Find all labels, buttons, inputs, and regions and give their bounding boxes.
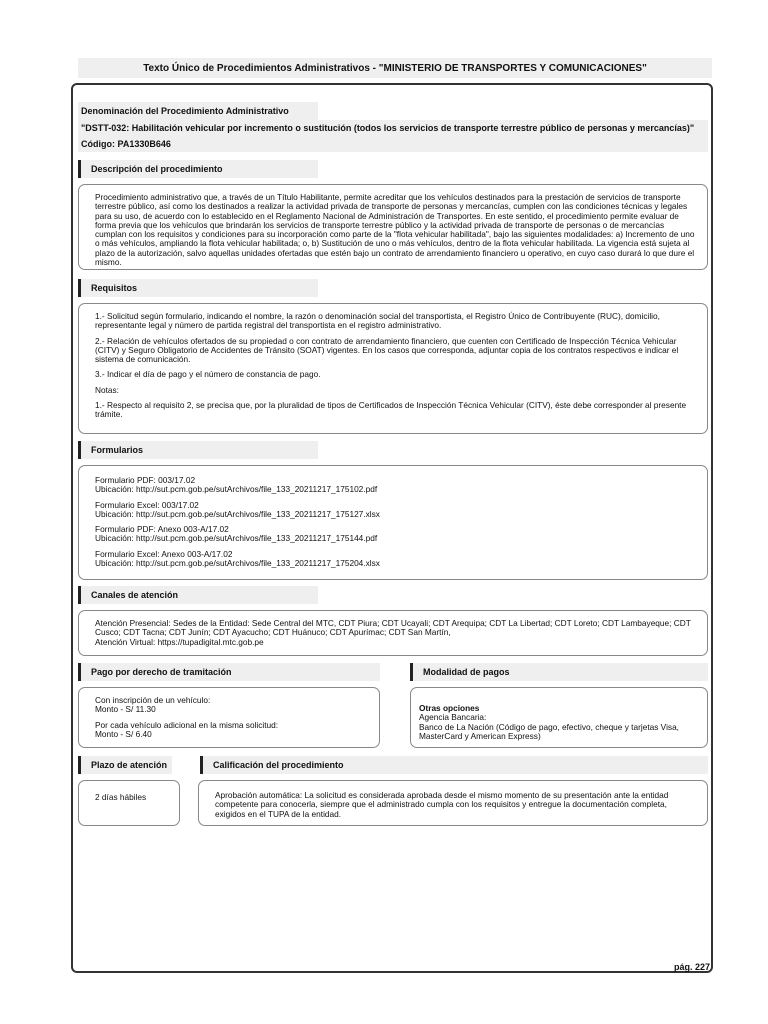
requisito-item: 3.- Indicar el día de pago y el número de constancia de pago. [95, 369, 321, 380]
formulario-link[interactable]: Ubicación: http://sut.pcm.gob.pe/sutArchivos/file_133_20211217_175144.pdf [95, 533, 378, 544]
formulario-link[interactable]: Ubicación: http://sut.pcm.gob.pe/sutArchivos/file_133_20211217_175102.pdf [95, 484, 378, 495]
formulario-link[interactable]: Ubicación: http://sut.pcm.gob.pe/sutArchivos/file_133_20211217_175127.xlsx [95, 508, 380, 519]
procedure-denomination-label: Denominación del Procedimiento Administrativo [78, 102, 318, 120]
pago-line: Con inscripción de un vehículo: [95, 695, 211, 705]
document-header-title: Texto Único de Procedimientos Administrativos - "MINISTERIO DE TRANSPORTES Y COMUNICACIONES" [78, 58, 712, 78]
section-heading-descripcion: Descripción del procedimiento [78, 160, 318, 178]
formularios-box [78, 465, 708, 580]
notas-label: Notas: [95, 384, 119, 395]
pago-monto: Monto - S/ 6.40 [95, 728, 152, 739]
formulario-name: Formulario Excel: 003/17.02 [95, 499, 199, 510]
plazo-box [78, 780, 180, 826]
section-heading-calificacion: Calificación del procedimiento [200, 756, 708, 774]
plazo-value: 2 días hábiles [95, 792, 147, 802]
descripcion-box [78, 184, 708, 270]
section-heading-requisitos: Requisitos [78, 279, 318, 297]
modalidad-box [410, 687, 708, 748]
calificacion-text: Aprobación automática: La solicitud es considerada aprobada desde el mismo momento de su presentación ante la entidad competente para conocerla, siempre que el administrado cumpla con los requisitos y entregue la documentación completa, exigidos en el TUPA de la entidad. [215, 790, 669, 819]
nota-item: 1.- Respecto al requisito 2, se precisa que, por la pluralidad de tipos de Certificados de Inspección Técnica Vehicular (CITV), éste debe corresponder al presente trámite. [95, 400, 687, 420]
formulario-item [95, 550, 695, 569]
modalidad-subtitle: Otras opciones [419, 703, 480, 713]
section-heading-formularios: Formularios [78, 441, 318, 459]
formulario-item [95, 476, 695, 495]
section-heading-modalidad: Modalidad de pagos [410, 663, 708, 681]
formulario-item [95, 525, 695, 544]
pago-line: Por cada vehículo adicional en la misma solicitud: [95, 719, 279, 730]
requisito-item: 1.- Solicitud según formulario, indicando el nombre, la razón o denominación social del transportista, el Registro Único de Contribuyente (RUC), domicilio, representante legal y número de partida registral del transportista en el registro administrativo. [95, 311, 660, 331]
page-number: pág. 227 [673, 962, 710, 972]
formulario-item [95, 501, 695, 520]
calificacion-box [198, 780, 708, 826]
formulario-name: Formulario PDF: Anexo 003-A/17.02 [95, 524, 229, 535]
canales-presencial: Atención Presencial: Sedes de la Entidad: Sede Central del MTC, CDT Piura; CDT Ucayali; CDT Arequipa; CDT La Libertad; CDT Loreto; CDT Lambayeque; CDT Cusco; CDT Tacna; CDT Junín; CDT Ayacucho; CDT Huánuco; CDT Apurímac; CDT San Martín, [95, 618, 691, 638]
section-heading-canales: Canales de atención [78, 586, 318, 604]
formulario-name: Formulario PDF: 003/17.02 [95, 475, 196, 485]
requisito-item: 2.- Relación de vehículos ofertados de su propiedad o con contrato de arrendamiento financiero, que cuenten con Certificado de Inspección Técnica Vehicular (CITV) y Seguro Obligatorio de Accidentes de Tránsito (SOAT) vigentes. En los casos que corresponda, adjuntar copia de los contratos respectivos e indicar el sistema de comunicación. [95, 335, 679, 365]
section-heading-pago: Pago por derecho de tramitación [78, 663, 380, 681]
requisitos-box [78, 303, 708, 434]
procedure-code: Código: PA1330B646 [78, 136, 708, 152]
modalidad-line: Agencia Bancaria: [419, 712, 487, 723]
formulario-name: Formulario Excel: Anexo 003-A/17.02 [95, 548, 233, 559]
procedure-title: "DSTT-032: Habilitación vehicular por incremento o sustitución (todos los servicios de transporte terrestre público de personas y mercancías)" [78, 120, 708, 136]
modalidad-line: Banco de La Nación (Código de pago, efectivo, cheque y tarjetas Visa, MasterCard y American Express) [419, 721, 679, 741]
canales-virtual: Atención Virtual: https://tupadigital.mtc.gob.pe [95, 636, 264, 647]
descripcion-text: Procedimiento administrativo que, a través de un Título Habilitante, permite acreditar que los vehículos destinados para la prestación de servicios de transporte terrestre público, así como los destinados a realizar la actividad privada de transporte de personas y mercancías, cumplen con las condiciones técnicas y legales para su uso, de acuerdo con lo establecido en el Reglamento Nacional de Administración de Transportes. En este sentido, el procedimiento permite evaluar de forma previa que los vehículos que brindarán los servicios de transporte terrestre público y la actividad privada de transporte de personas o de mercancías cumplan con los requisitos y condiciones para su incorporación como parte de la "flota vehicular habilitada", bajo las siguientes modalidades: a) Incremento de uno o más vehículos, ampliando la flota vehicular habilitada; o, b) Sustitución de uno o más vehículos, dentro de la flota vehicular habilitada. La vigencia está sujeta al plazo de la autorización, salvo aquellas unidades ofertadas que estén bajo un contrato de arrendamiento financiero u operativo, en cuyo caso durará lo que dure el mismo. [95, 192, 695, 268]
formulario-link[interactable]: Ubicación: http://sut.pcm.gob.pe/sutArchivos/file_133_20211217_175204.xlsx [95, 558, 380, 569]
canales-box [78, 610, 708, 656]
pago-monto: Monto - S/ 11.30 [95, 704, 156, 715]
pago-box [78, 687, 380, 748]
section-heading-plazo: Plazo de atención [78, 756, 172, 774]
